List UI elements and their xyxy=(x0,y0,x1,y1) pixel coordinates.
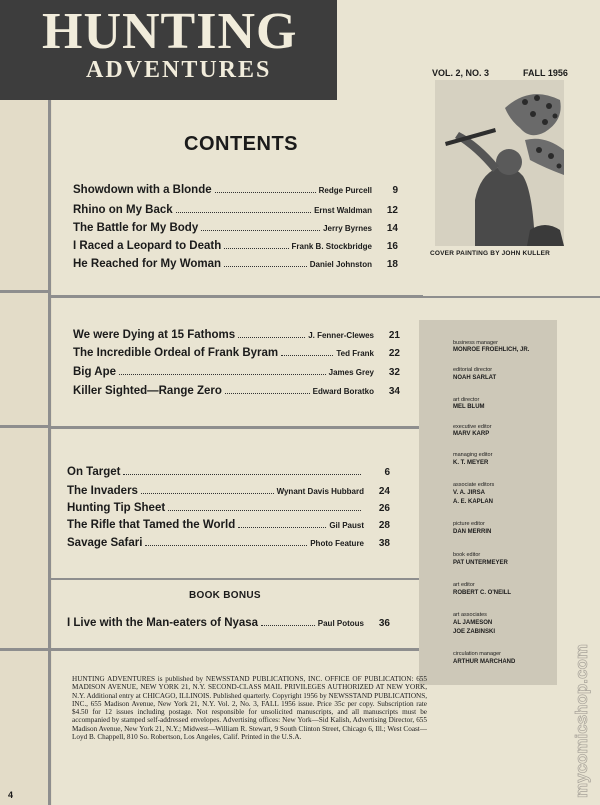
toc-entry-title: He Reached for My Woman xyxy=(73,258,222,270)
staff-name: ROBERT C. O'NEILL xyxy=(453,590,512,596)
toc-entry-page: 9 xyxy=(392,185,398,196)
staff-role: art associates xyxy=(453,612,487,618)
staff-role: editorial director xyxy=(453,367,493,373)
staff-role: art director xyxy=(453,397,480,403)
toc-entry-page: 32 xyxy=(388,367,400,378)
toc-entry-author: Ted Frank xyxy=(336,349,374,358)
leader-dots xyxy=(176,212,311,213)
leader-dots xyxy=(168,510,361,511)
toc-entry-page: 24 xyxy=(378,486,390,497)
right-divider xyxy=(423,296,600,298)
toc-entry-author: Jerry Byrnes xyxy=(323,224,372,233)
toc-entry[interactable] xyxy=(67,502,390,518)
toc-entry-author: Photo Feature xyxy=(310,539,364,548)
leader-dots xyxy=(238,527,326,528)
toc-entry-title: Showdown with a Blonde xyxy=(73,184,212,196)
toc-entry-author: Edward Boratko xyxy=(312,387,374,396)
staff-name: MONROE FROEHLICH, JR. xyxy=(453,347,530,353)
toc-entry[interactable] xyxy=(67,485,390,501)
toc-entry-author: J. Fenner-Clewes xyxy=(308,331,374,340)
margin-tick-2 xyxy=(0,425,48,428)
staff-name: V. A. JIRSA xyxy=(453,490,485,496)
toc-entry[interactable] xyxy=(73,347,400,363)
watermark-text: mycomicshop.com xyxy=(572,644,591,798)
leader-dots xyxy=(224,248,288,249)
leader-dots xyxy=(261,625,315,626)
page-number: 4 xyxy=(8,790,14,800)
toc-entry-author: Redge Purcell xyxy=(318,186,372,195)
leader-dots xyxy=(123,474,361,475)
section-divider-1 xyxy=(50,295,423,298)
staff-role: business manager xyxy=(453,340,498,346)
toc-entry-page: 12 xyxy=(386,205,398,216)
toc-entry[interactable] xyxy=(67,537,390,553)
section-divider-3 xyxy=(50,578,423,580)
staff-role: circulation manager xyxy=(453,651,501,657)
staff-name: DAN MERRIN xyxy=(453,529,492,535)
watermark xyxy=(572,560,592,800)
staff-role: managing editor xyxy=(453,452,493,458)
issue-season: FALL 1956 xyxy=(523,68,568,78)
toc-entry-page: 6 xyxy=(384,467,390,478)
toc-entry-author: Wynant Davis Hubbard xyxy=(276,487,364,496)
margin-tick-1 xyxy=(0,290,48,293)
staff-name: NOAH SARLAT xyxy=(453,375,497,381)
section-divider-2 xyxy=(50,426,423,429)
staff-name: AL JAMESON xyxy=(453,620,493,626)
toc-entry-page: 16 xyxy=(386,241,398,252)
cover-illustration xyxy=(435,80,564,246)
staff-name: MEL BLUM xyxy=(453,404,485,410)
leader-dots xyxy=(224,266,307,267)
magazine-title: HUNTING xyxy=(42,3,298,60)
toc-entry[interactable] xyxy=(73,204,398,220)
book-bonus-heading: BOOK BONUS xyxy=(189,590,261,601)
toc-entry-page: 14 xyxy=(386,223,398,234)
toc-entry-title: Savage Safari xyxy=(67,537,143,549)
leader-dots xyxy=(238,337,305,338)
toc-entry[interactable] xyxy=(73,240,398,256)
toc-entry-title: The Incredible Ordeal of Frank Byram xyxy=(73,347,279,359)
toc-entry-page: 38 xyxy=(378,538,390,549)
toc-entry-page: 22 xyxy=(388,348,400,359)
section-divider-4 xyxy=(50,648,423,651)
staff-role: associate editors xyxy=(453,482,495,488)
leader-dots xyxy=(281,355,333,356)
toc-entry[interactable] xyxy=(73,258,398,274)
leader-dots xyxy=(145,545,307,546)
cover-painting-image xyxy=(435,80,564,246)
staff-role: art editor xyxy=(453,582,475,588)
toc-entry-title: Hunting Tip Sheet xyxy=(67,502,166,514)
toc-entry-title: Killer Sighted—Range Zero xyxy=(73,385,222,397)
staff-name: K. T. MEYER xyxy=(453,460,489,466)
toc-entry[interactable] xyxy=(73,329,400,345)
toc-entry-page: 34 xyxy=(388,386,400,397)
magazine-subtitle: ADVENTURES xyxy=(86,57,272,83)
toc-entry-author: Paul Potous xyxy=(317,619,364,628)
margin-tick-3 xyxy=(0,648,48,651)
staff-name: ARTHUR MARCHAND xyxy=(453,659,516,665)
staff-role: executive editor xyxy=(453,424,492,430)
cover-caption: COVER PAINTING BY JOHN KULLER xyxy=(430,250,551,257)
toc-entry[interactable] xyxy=(73,366,400,382)
toc-entry[interactable] xyxy=(73,222,398,238)
toc-entry-page: 18 xyxy=(386,259,398,270)
toc-entry-title: I Raced a Leopard to Death xyxy=(73,240,222,252)
staff-role: book editor xyxy=(453,552,481,558)
toc-entry-title: Big Ape xyxy=(73,366,117,378)
toc-entry-author: James Grey xyxy=(328,368,374,377)
publication-notice: HUNTING ADVENTURES is published by NEWSSTAND PUBLICATIONS, INC. OFFICE OF PUBLICATION: 655 MADISON AVENUE, NEW YORK 21, N.Y. SECOND-CLASS MAIL PRIVILEGES AUTHORIZED AT NEW YORK, N.Y. Additional entry at CHICAGO, ILLINOIS. Published quarterly. Copyright 1956 by NEWSSTAND PUBLICATIONS, INC., 655 Madison Avenue, New York 21, N.Y. Vol. 2, No. 3, FALL 1956 issue. Price 35c per copy. Subscription rate $4.50 for 12 issues including postage. Not responsible for unsolicited manuscripts, and all manuscripts must be accompanied by stamped self-addressed envelopes. Advertising offices: New York—Sid Kalish, Advertising Director, 655 Madison Avenue, New York 21, N.Y.; Midwest—William R. Stewart, 9 South Clinton Street, Chicago 6, Ill.; West Coast—Loyd B. Chappell, 810 So. Robertson, Los Angeles, Calif. Printed in the U.S.A. xyxy=(72,675,427,742)
staff-name: MARV KARP xyxy=(453,431,490,437)
toc-entry[interactable] xyxy=(73,184,398,200)
staff-role: picture editor xyxy=(453,521,485,527)
toc-entry-title: I Live with the Man-eaters of Nyasa xyxy=(67,617,259,629)
staff-name: A. E. KAPLAN xyxy=(453,499,494,505)
toc-entry-title: On Target xyxy=(67,466,121,478)
toc-entry-page: 21 xyxy=(388,330,400,341)
contents-heading: CONTENTS xyxy=(184,133,298,155)
toc-entry-author: Ernst Waldman xyxy=(314,206,372,215)
toc-entry-author: Frank B. Stockbridge xyxy=(291,242,372,251)
leader-dots xyxy=(201,230,320,231)
leader-dots xyxy=(225,393,310,394)
leader-dots xyxy=(215,192,316,193)
toc-entry-page: 28 xyxy=(378,520,390,531)
staff-name: JOE ZABINSKI xyxy=(453,629,496,635)
left-margin-band xyxy=(0,100,52,805)
toc-entry-title: We were Dying at 15 Fathoms xyxy=(73,329,236,341)
toc-entry-title: Rhino on My Back xyxy=(73,204,173,216)
toc-entry-author: Daniel Johnston xyxy=(309,260,372,269)
staff-name: PAT UNTERMEYER xyxy=(453,560,508,566)
toc-entry[interactable] xyxy=(67,519,390,535)
toc-entry[interactable] xyxy=(67,466,390,482)
leader-dots xyxy=(119,374,326,375)
toc-entry-title: The Invaders xyxy=(67,485,138,497)
toc-entry-title: The Battle for My Body xyxy=(73,222,199,234)
toc-entry-page: 36 xyxy=(378,618,390,629)
left-rule xyxy=(48,100,51,805)
issue-volume: VOL. 2, NO. 3 xyxy=(432,68,490,78)
toc-entry-page: 26 xyxy=(378,503,390,514)
toc-entry-author: Gil Paust xyxy=(329,521,364,530)
toc-entry[interactable] xyxy=(73,385,400,401)
leader-dots xyxy=(141,493,274,494)
toc-entry-book-bonus[interactable] xyxy=(67,617,390,633)
toc-entry-title: The Rifle that Tamed the World xyxy=(67,519,236,531)
